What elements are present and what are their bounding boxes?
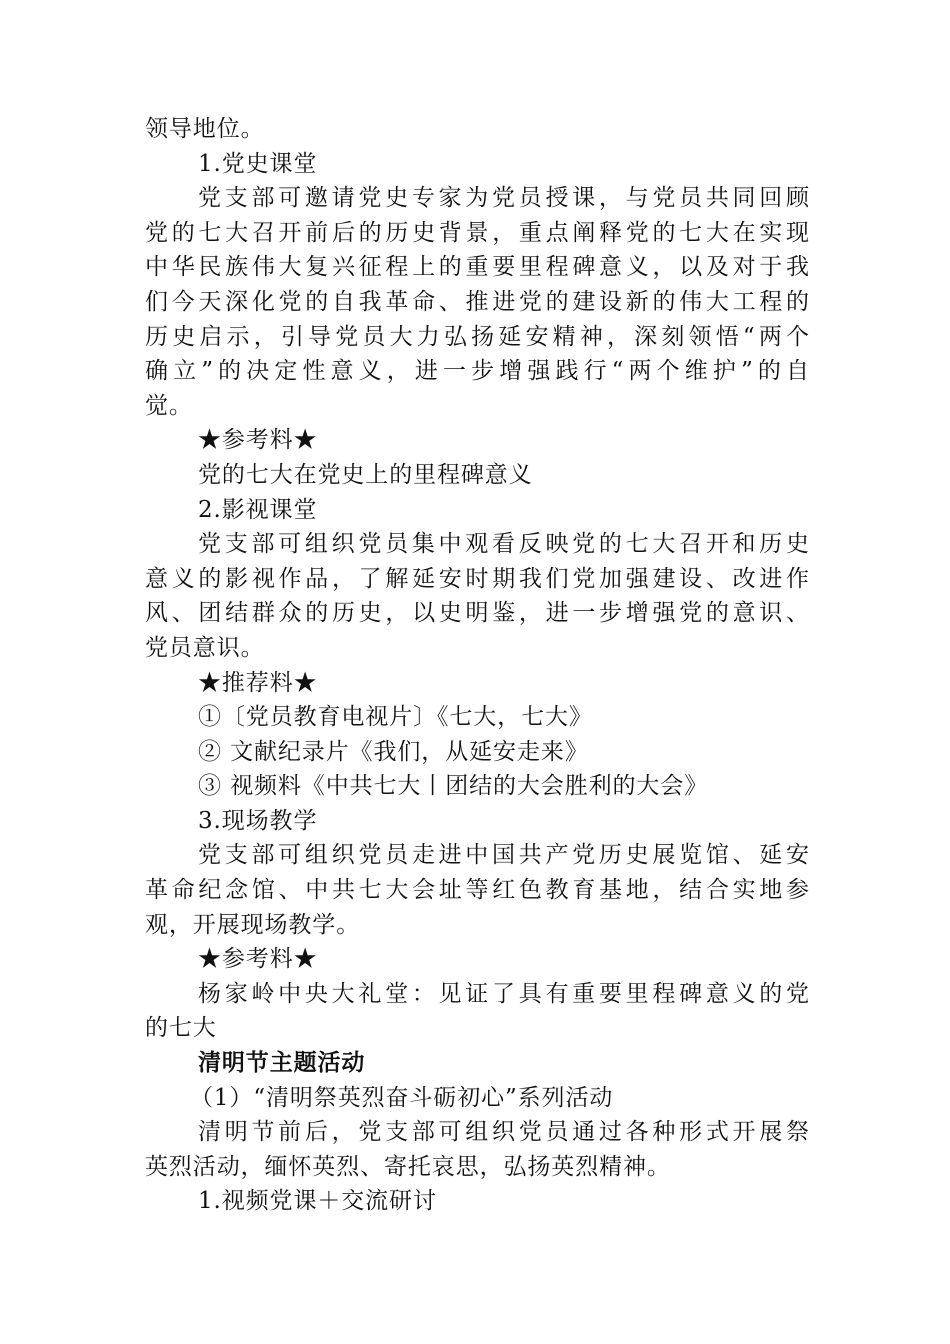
paragraph-line: 党的七大召开前后的历史背景，重点阐释党的七大在实现 bbox=[145, 219, 809, 246]
section-heading: 3.现场教学 bbox=[198, 807, 318, 834]
paragraph-line: 觉。 bbox=[145, 392, 193, 419]
paragraph-line: 党支部可组织党员走进中国共产党历史展览馆、延安 bbox=[198, 842, 809, 869]
activity-heading: （1）“清明祭英烈奋斗砺初心”系列活动 bbox=[190, 1084, 614, 1111]
paragraph-line: 党员意识。 bbox=[145, 634, 265, 661]
chapter-heading: 清明节主题活动 bbox=[198, 1049, 366, 1077]
paragraph-line: 确立”的决定性意义，进一步增强践行“两个维护”的自 bbox=[145, 358, 809, 385]
paragraph-line: 英烈活动，缅怀英烈、寄托哀思，弘扬英烈精神。 bbox=[145, 1153, 671, 1180]
section-heading: 1.视频党课＋交流研讨 bbox=[198, 1188, 437, 1215]
paragraph-line: 清明节前后，党支部可组织党员通过各种形式开展祭 bbox=[198, 1119, 809, 1146]
section-heading: 1.党史课堂 bbox=[198, 150, 318, 177]
paragraph-line: 风、团结群众的历史，以史明鉴，进一步增强党的意识、 bbox=[145, 600, 809, 627]
paragraph-line: 领导地位。 bbox=[145, 116, 265, 142]
paragraph-line: 党支部可邀请党史专家为党员授课，与党员共同回顾 bbox=[198, 185, 809, 212]
reference-heading: ★参考料★ bbox=[198, 427, 318, 454]
section-heading: 2.影视课堂 bbox=[198, 496, 318, 523]
reference-item: 党的七大在党史上的里程碑意义 bbox=[198, 461, 533, 488]
paragraph-line: 意义的影视作品，了解延安时期我们党加强建设、改进作 bbox=[145, 565, 809, 592]
paragraph-line: 党支部可组织党员集中观看反映党的七大召开和历史 bbox=[198, 531, 809, 558]
reference-heading: ★参考料★ bbox=[198, 946, 318, 973]
reference-item: 的七大 bbox=[145, 1015, 217, 1042]
paragraph-line: 们今天深化党的自我革命、推进党的建设新的伟大工程的 bbox=[145, 288, 809, 315]
recommend-item: ①〔党员教育电视片〕《七大，七大》 bbox=[198, 704, 593, 731]
recommend-heading: ★推荐料★ bbox=[198, 669, 318, 696]
reference-item: 杨家岭中央大礼堂：见证了具有重要里程碑意义的党 bbox=[198, 980, 809, 1007]
recommend-item: ② 文献纪录片《我们，从延安走来》 bbox=[198, 738, 589, 765]
recommend-item: ③ 视频料《中共七大丨团结的大会胜利的大会》 bbox=[198, 773, 709, 800]
paragraph-line: 观，开展现场教学。 bbox=[145, 911, 361, 938]
paragraph-line: 革命纪念馆、中共七大会址等红色教育基地，结合实地参 bbox=[145, 877, 809, 904]
paragraph-line: 中华民族伟大复兴征程上的重要里程碑意义，以及对于我 bbox=[145, 254, 809, 281]
document-body bbox=[145, 112, 809, 1219]
paragraph-line: 历史启示，引导党员大力弘扬延安精神，深刻领悟“两个 bbox=[145, 323, 809, 350]
